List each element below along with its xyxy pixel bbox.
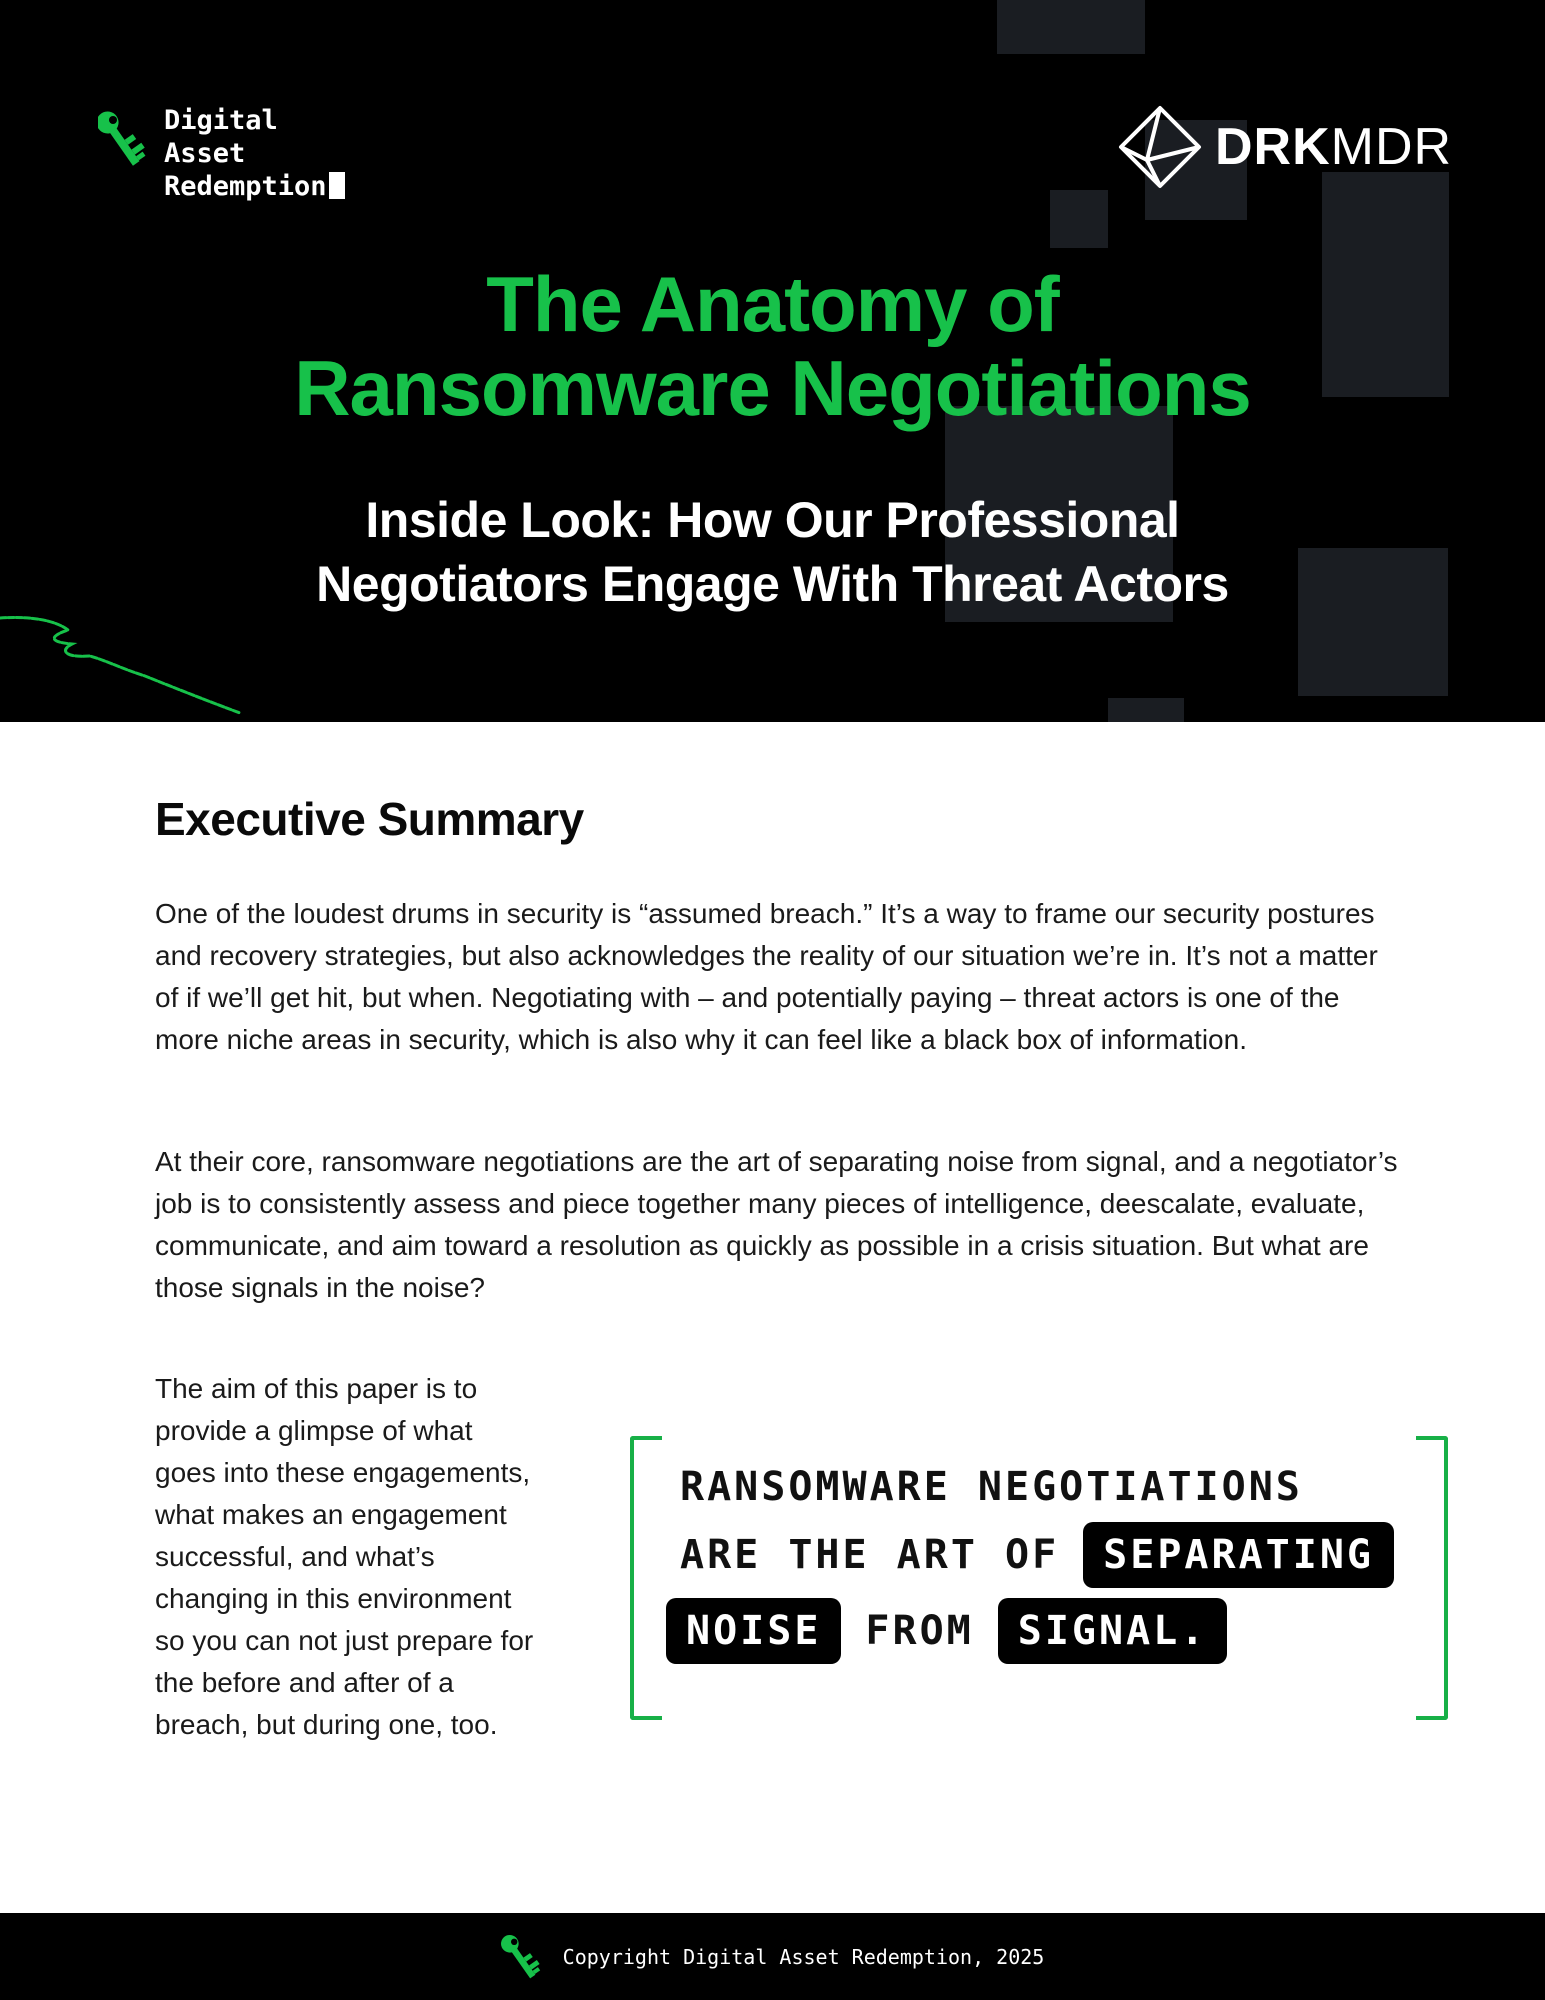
- copyright-text: Copyright Digital Asset Redemption, 2025: [562, 1944, 1045, 1969]
- scribble-decoration: [0, 610, 250, 722]
- deco-block: [1108, 698, 1184, 722]
- key-icon: [98, 104, 150, 174]
- deco-block: [1050, 190, 1108, 248]
- quote-highlight-noise: NOISE: [666, 1598, 841, 1664]
- section-heading: Executive Summary: [155, 793, 584, 845]
- pull-quote: [630, 1436, 1448, 1720]
- page-footer: [0, 1913, 1545, 2000]
- subtitle-line-1: Inside Look: How Our Professional: [365, 492, 1180, 548]
- title-line-1: The Anatomy of: [486, 260, 1059, 348]
- quote-highlight-separating: SEPARATING: [1083, 1522, 1394, 1588]
- hero-banner: [0, 0, 1545, 722]
- brand-line-3: Redemption: [164, 171, 327, 202]
- summary-paragraph-1: One of the loudest drums in security is “assumed breach.” It’s a way to frame our security postures and recovery strategies, but also acknowledges the reality of our situation we’re in. It’s not a matter of if we’ll get hit, but when. Negotiating with – and potentially paying – threat actors is one of the more niche areas in security, which is also why it can feel like a black box of information.: [155, 898, 1378, 1055]
- brand-logo: [98, 104, 345, 203]
- octahedron-icon: [1117, 104, 1203, 190]
- brand-line-1: Digital: [164, 105, 278, 136]
- partner-name-light: MDR: [1330, 118, 1453, 176]
- quote-line-2: [680, 1522, 1400, 1588]
- title-line-2: Ransomware Negotiations: [294, 344, 1251, 432]
- brand-line-2: Asset: [164, 138, 246, 169]
- quote-line-2-prefix: ARE THE ART OF: [680, 1532, 1060, 1578]
- executive-summary-section: [155, 792, 1395, 846]
- deco-block: [997, 0, 1145, 54]
- key-icon: [501, 1929, 545, 1985]
- quote-line-3: [660, 1598, 1233, 1664]
- page-subtitle: [0, 488, 1545, 616]
- quote-line-3-middle: FROM: [865, 1608, 974, 1654]
- partner-name-bold: DRK: [1215, 118, 1331, 176]
- bracket-left: [630, 1436, 662, 1720]
- partner-logo: [1117, 104, 1452, 190]
- quote-line-1-text: RANSOMWARE NEGOTIATIONS: [680, 1464, 1303, 1510]
- subtitle-line-2: Negotiators Engage With Threat Actors: [316, 556, 1229, 612]
- summary-paragraph-2: At their core, ransomware negotiations are the art of separating noise from signal, and a negotiator’s job is to consistently assess and piece together many pieces of intelligence, deescalate, evaluate, communicate, and aim toward a resolution as quickly as possible in a crisis situation. But what are those signals in the noise?: [155, 1146, 1398, 1303]
- quote-line-1: [680, 1464, 1303, 1510]
- quote-highlight-signal: SIGNAL.: [998, 1598, 1228, 1664]
- summary-paragraph-3: The aim of this paper is to provide a glimpse of what goes into these engagements, what makes an engagement successful, and what’s changing in this environment so you can not just prepare for the before and after of a breach, but during one, too.: [155, 1373, 534, 1740]
- cursor-block: [329, 172, 345, 199]
- page-title: [0, 262, 1545, 430]
- bracket-right: [1416, 1436, 1448, 1720]
